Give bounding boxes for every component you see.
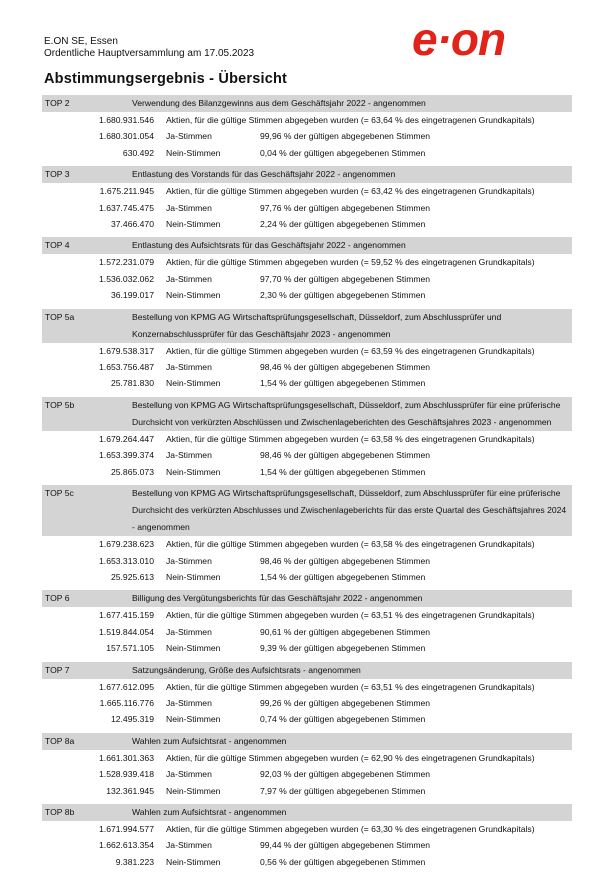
vote-description: Aktien, für die gültige Stimmen abgegeben wurden (= 63,51 % des eingetragenen Grundkapitals) bbox=[166, 681, 535, 692]
vote-type: Ja-Stimmen bbox=[166, 450, 212, 461]
vote-row bbox=[42, 254, 572, 270]
vote-type: Ja-Stimmen bbox=[166, 697, 212, 708]
vote-description: 0,74 % der gültigen abgegebenen Stimmen bbox=[260, 714, 426, 725]
vote-count: 1.677.612.095 bbox=[99, 681, 154, 692]
vote-count: 25.781.830 bbox=[110, 378, 154, 389]
vote-row bbox=[42, 431, 572, 447]
vote-count: 1.637.745.475 bbox=[99, 202, 154, 213]
vote-description: Aktien, für die gültige Stimmen abgegeben wurden (= 62,90 % des eingetragenen Grundkapitals) bbox=[166, 752, 535, 763]
vote-description: 1,54 % der gültigen abgegebenen Stimmen bbox=[260, 571, 426, 582]
vote-row bbox=[42, 200, 572, 216]
vote-type: Ja-Stimmen bbox=[166, 202, 212, 213]
vote-description: 1,54 % der gültigen abgegebenen Stimmen bbox=[260, 466, 426, 477]
vote-description: 98,46 % der gültigen abgegebenen Stimmen bbox=[260, 362, 431, 373]
vote-description: Aktien, für die gültige Stimmen abgegeben wurden (= 63,42 % des eingetragenen Grundkapitals) bbox=[166, 186, 535, 197]
vote-count: 1.680.301.054 bbox=[99, 131, 154, 142]
vote-row bbox=[42, 112, 572, 128]
vote-description: 7,97 % der gültigen abgegebenen Stimmen bbox=[260, 785, 426, 796]
document-header bbox=[44, 36, 254, 60]
agenda-item-label: TOP 2 bbox=[45, 98, 70, 108]
vote-row bbox=[42, 783, 572, 799]
vote-row bbox=[42, 607, 572, 623]
vote-row bbox=[42, 145, 572, 161]
vote-count: 1.679.538.317 bbox=[99, 345, 154, 356]
vote-type: Ja-Stimmen bbox=[166, 362, 212, 373]
vote-row bbox=[42, 375, 572, 391]
vote-type: Ja-Stimmen bbox=[166, 131, 212, 142]
agenda-item-header bbox=[42, 485, 572, 536]
vote-count: 1.528.939.418 bbox=[99, 769, 154, 780]
agenda-item bbox=[42, 485, 572, 585]
agenda-item-header bbox=[42, 662, 572, 679]
vote-row bbox=[42, 359, 572, 375]
vote-type: Ja-Stimmen bbox=[166, 273, 212, 284]
vote-count: 1.677.415.159 bbox=[99, 610, 154, 621]
vote-row bbox=[42, 447, 572, 463]
vote-description: 98,46 % der gültigen abgegebenen Stimmen bbox=[260, 450, 431, 461]
vote-row bbox=[42, 679, 572, 695]
vote-count: 1.519.844.054 bbox=[99, 626, 154, 637]
agenda-item-label: TOP 3 bbox=[45, 169, 70, 180]
vote-type: Nein-Stimmen bbox=[166, 290, 221, 301]
agenda-item-title: Bestellung von KPMG AG Wirtschaftsprüfungsgesellschaft, Düsseldorf, zum Abschlussprüfer für eine prüferische Durchsicht von verkürzten Abschlüssen und Zwischenlageberichten des Geschäftsjahres 2023 - angenommen bbox=[132, 399, 561, 427]
vote-count: 1.680.931.546 bbox=[99, 115, 154, 125]
vote-description: 1,54 % der gültigen abgegebenen Stimmen bbox=[260, 378, 426, 389]
vote-count: 25.865.073 bbox=[110, 466, 154, 477]
vote-description: 0,56 % der gültigen abgegebenen Stimmen bbox=[260, 856, 426, 867]
vote-type: Nein-Stimmen bbox=[166, 147, 221, 158]
logo-text: e·on bbox=[412, 22, 506, 62]
vote-type: Ja-Stimmen bbox=[166, 769, 212, 780]
vote-description: Aktien, für die gültige Stimmen abgegeben wurden (= 59,52 % des eingetragenen Grundkapitals) bbox=[166, 257, 535, 268]
vote-type: Ja-Stimmen bbox=[166, 555, 212, 566]
vote-type: Nein-Stimmen bbox=[166, 219, 221, 230]
agenda-item-label: TOP 8b bbox=[45, 806, 75, 817]
agenda-item-header bbox=[42, 237, 572, 254]
vote-description: 90,61 % der gültigen abgegebenen Stimmen bbox=[260, 626, 431, 637]
vote-count: 1.572.231.079 bbox=[99, 257, 154, 268]
agenda-item-header bbox=[42, 95, 572, 112]
vote-count: 157.571.105 bbox=[106, 643, 154, 654]
vote-description: 99,26 % der gültigen abgegebenen Stimmen bbox=[260, 697, 431, 708]
agenda-item-title: Bestellung von KPMG AG Wirtschaftsprüfungsgesellschaft, Düsseldorf, zum Abschlussprüfer für eine prüferische Durchsicht des verkürzten Abschlusses und Zwischenlageberichts für das erste Quartal des Geschäftsjahres 2024 - angenommen bbox=[132, 488, 567, 533]
vote-count: 1.653.756.487 bbox=[99, 362, 154, 373]
agenda-item bbox=[42, 804, 572, 870]
vote-description: 2,24 % der gültigen abgegebenen Stimmen bbox=[260, 219, 426, 230]
agenda-item-title: Bestellung von KPMG AG Wirtschaftsprüfungsgesellschaft, Düsseldorf, zum Abschlussprüfer und Konzernabschlussprüfer für das Geschäftsjahr 2023 - angenommen bbox=[132, 311, 502, 339]
agenda-item-title: Verwendung des Bilanzgewinns aus dem Geschäftsjahr 2022 - angenommen bbox=[132, 98, 426, 108]
vote-type: Nein-Stimmen bbox=[166, 466, 221, 477]
agenda-item-label: TOP 5a bbox=[45, 311, 75, 322]
vote-count: 1.653.313.010 bbox=[99, 555, 154, 566]
vote-type: Nein-Stimmen bbox=[166, 785, 221, 796]
vote-row bbox=[42, 750, 572, 766]
vote-count: 1.662.613.354 bbox=[99, 840, 154, 851]
vote-row bbox=[42, 343, 572, 359]
agenda-list bbox=[42, 95, 572, 875]
agenda-item bbox=[42, 590, 572, 656]
agenda-item-title: Entlastung des Vorstands für das Geschäftsjahr 2022 - angenommen bbox=[132, 169, 396, 180]
vote-type: Nein-Stimmen bbox=[166, 571, 221, 582]
vote-row bbox=[42, 854, 572, 870]
vote-row bbox=[42, 711, 572, 727]
vote-row bbox=[42, 536, 572, 552]
vote-type: Nein-Stimmen bbox=[166, 378, 221, 389]
vote-count: 132.361.945 bbox=[106, 785, 154, 796]
agenda-item-label: TOP 4 bbox=[45, 240, 70, 251]
vote-row bbox=[42, 695, 572, 711]
agenda-item-title: Billigung des Vergütungsberichts für das Geschäftsjahr 2022 - angenommen bbox=[132, 593, 423, 604]
vote-description: Aktien, für die gültige Stimmen abgegeben wurden (= 63,58 % des eingetragenen Grundkapitals) bbox=[166, 539, 535, 550]
vote-count: 630.492 bbox=[122, 147, 154, 158]
agenda-item-title: Wahlen zum Aufsichtsrat - angenommen bbox=[132, 735, 287, 746]
agenda-item bbox=[42, 733, 572, 799]
vote-row bbox=[42, 128, 572, 144]
vote-description: 97,76 % der gültigen abgegebenen Stimmen bbox=[260, 202, 431, 213]
vote-row bbox=[42, 569, 572, 585]
agenda-item-header bbox=[42, 590, 572, 607]
vote-count: 25.925.613 bbox=[110, 571, 154, 582]
agenda-item-title: Satzungsänderung, Größe des Aufsichtsrats - angenommen bbox=[132, 664, 361, 675]
agenda-item bbox=[42, 166, 572, 232]
agenda-item bbox=[42, 309, 572, 392]
agenda-item-label: TOP 8a bbox=[45, 735, 75, 746]
vote-description: 9,39 % der gültigen abgegebenen Stimmen bbox=[260, 643, 426, 654]
vote-count: 1.665.116.776 bbox=[99, 697, 154, 708]
vote-count: 1.661.301.363 bbox=[99, 752, 154, 763]
vote-row bbox=[42, 821, 572, 837]
company-name: E.ON SE, Essen bbox=[44, 36, 118, 47]
vote-row bbox=[42, 837, 572, 853]
vote-description: Aktien, für die gültige Stimmen abgegeben wurden (= 63,51 % des eingetragenen Grundkapitals) bbox=[166, 610, 535, 621]
vote-description: 99,44 % der gültigen abgegebenen Stimmen bbox=[260, 840, 431, 851]
vote-count: 36.199.017 bbox=[110, 290, 154, 301]
agenda-item-header bbox=[42, 733, 572, 750]
agenda-item-label: TOP 5b bbox=[45, 399, 75, 410]
vote-count: 1.536.032.062 bbox=[99, 273, 154, 284]
agenda-item-label: TOP 6 bbox=[45, 593, 70, 604]
agenda-item bbox=[42, 95, 572, 161]
agenda-item-title: Wahlen zum Aufsichtsrat - angenommen bbox=[132, 806, 287, 817]
vote-row bbox=[42, 216, 572, 232]
vote-count: 1.675.211.945 bbox=[99, 186, 154, 197]
vote-row bbox=[42, 271, 572, 287]
vote-count: 12.495.319 bbox=[110, 714, 154, 725]
vote-type: Ja-Stimmen bbox=[166, 840, 212, 851]
agenda-item-header bbox=[42, 166, 572, 183]
vote-description: 2,30 % der gültigen abgegebenen Stimmen bbox=[260, 290, 426, 301]
vote-count: 1.671.994.577 bbox=[99, 823, 154, 834]
vote-description: Aktien, für die gültige Stimmen abgegeben wurden (= 63,30 % des eingetragenen Grundkapitals) bbox=[166, 823, 535, 834]
vote-row bbox=[42, 640, 572, 656]
vote-description: 0,04 % der gültigen abgegebenen Stimmen bbox=[260, 147, 426, 158]
vote-count: 1.653.399.374 bbox=[99, 450, 154, 461]
page-title: Abstimmungsergebnis - Übersicht bbox=[44, 71, 288, 87]
vote-row bbox=[42, 287, 572, 303]
vote-count: 9.381.223 bbox=[115, 856, 154, 867]
vote-count: 37.466.470 bbox=[110, 219, 154, 230]
event-name: Ordentliche Hauptversammlung am 17.05.2023 bbox=[44, 48, 255, 59]
agenda-item bbox=[42, 237, 572, 303]
vote-row bbox=[42, 553, 572, 569]
vote-description: Aktien, für die gültige Stimmen abgegeben wurden (= 63,59 % des eingetragenen Grundkapitals) bbox=[166, 345, 535, 356]
vote-description: Aktien, für die gültige Stimmen abgegeben wurden (= 63,64 % des eingetragenen Grundkapitals) bbox=[166, 115, 535, 125]
agenda-item-header bbox=[42, 309, 572, 343]
agenda-item bbox=[42, 662, 572, 728]
vote-description: Aktien, für die gültige Stimmen abgegeben wurden (= 63,58 % des eingetragenen Grundkapitals) bbox=[166, 433, 535, 444]
agenda-item-header bbox=[42, 804, 572, 821]
agenda-item-title: Entlastung des Aufsichtsrats für das Geschäftsjahr 2022 - angenommen bbox=[132, 240, 406, 251]
vote-type: Ja-Stimmen bbox=[166, 626, 212, 637]
vote-description: 92,03 % der gültigen abgegebenen Stimmen bbox=[260, 769, 431, 780]
agenda-item bbox=[42, 397, 572, 480]
agenda-item-label: TOP 5c bbox=[45, 488, 74, 499]
vote-description: 99,96 % der gültigen abgegebenen Stimmen bbox=[260, 131, 431, 142]
vote-count: 1.679.264.447 bbox=[99, 433, 154, 444]
vote-row bbox=[42, 464, 572, 480]
vote-type: Nein-Stimmen bbox=[166, 714, 221, 725]
vote-description: 98,46 % der gültigen abgegebenen Stimmen bbox=[260, 555, 431, 566]
agenda-item-header bbox=[42, 397, 572, 431]
agenda-item-label: TOP 7 bbox=[45, 664, 70, 675]
eon-logo bbox=[412, 22, 558, 62]
vote-description: 97,70 % der gültigen abgegebenen Stimmen bbox=[260, 273, 431, 284]
vote-type: Nein-Stimmen bbox=[166, 856, 221, 867]
vote-row bbox=[42, 624, 572, 640]
vote-count: 1.679.238.623 bbox=[99, 539, 154, 550]
vote-type: Nein-Stimmen bbox=[166, 643, 221, 654]
vote-row bbox=[42, 183, 572, 199]
vote-row bbox=[42, 766, 572, 782]
